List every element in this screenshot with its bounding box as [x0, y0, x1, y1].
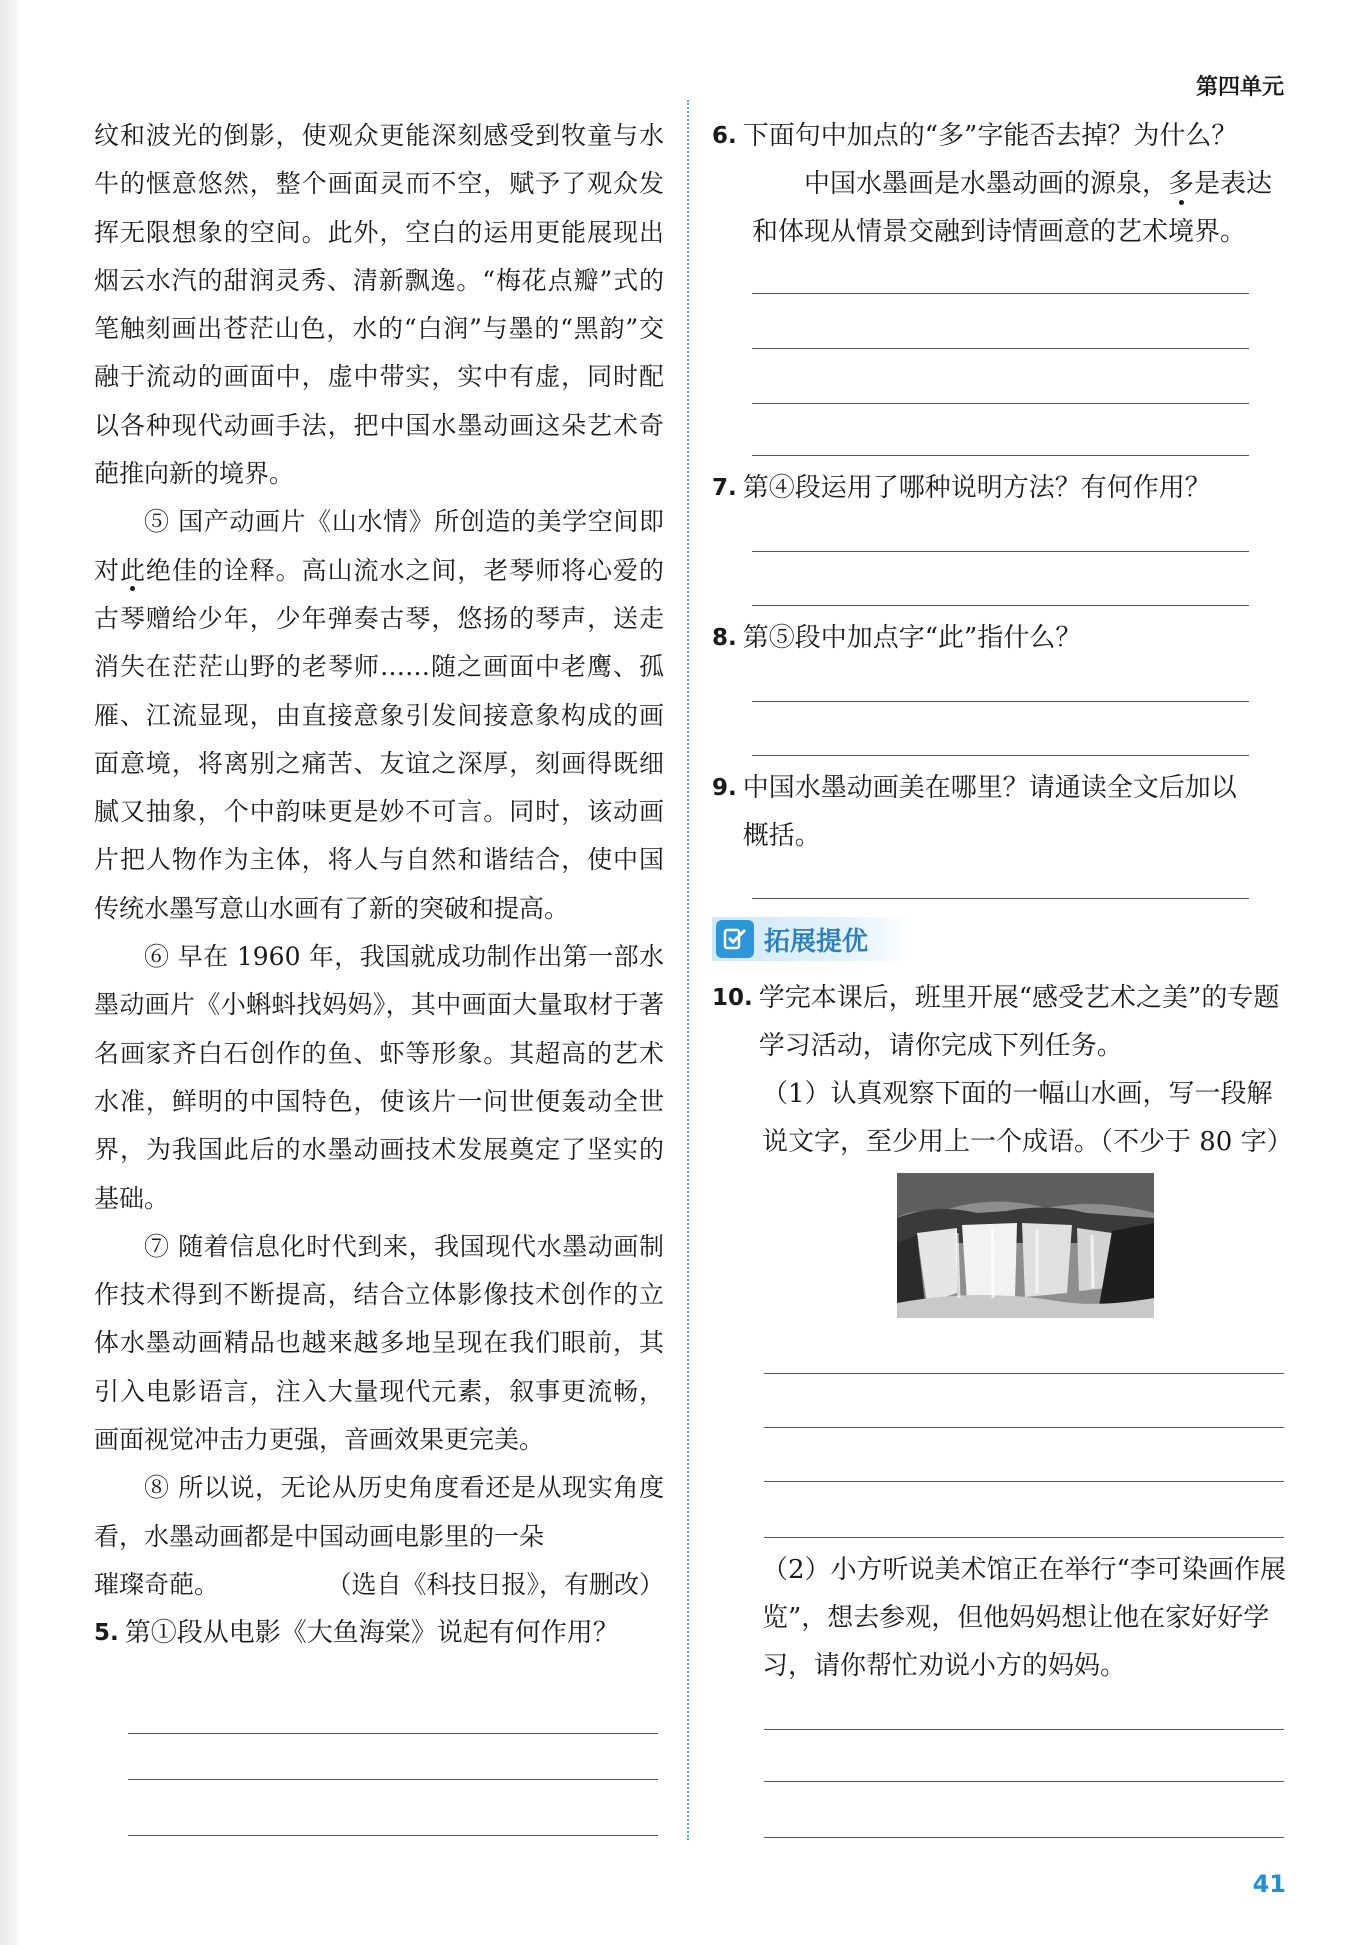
answer-line[interactable] [752, 403, 1249, 404]
question-text: 第④段运用了哪种说明方法？有何作用？ [742, 473, 1211, 503]
question-number: 5. [94, 1620, 119, 1647]
page-edge-shadow [0, 0, 18, 1945]
question-6-quote: 中国水墨画是水墨动画的源泉，多是表达和体现从情景交融到诗情画意的艺术境界。 [752, 169, 1273, 247]
passage-end-text: 璀璨奇葩。 [94, 1569, 220, 1599]
question-8 [712, 614, 1292, 662]
question-number: 7. [712, 475, 737, 501]
question-number: 6. [712, 123, 737, 149]
pen-check-icon [716, 920, 754, 958]
dotted-char-ci: 此 [119, 555, 146, 585]
reading-passage [94, 112, 664, 1657]
source-note: （选自《科技日报》，有删改） [326, 1569, 664, 1599]
answer-line[interactable] [752, 701, 1249, 702]
answer-line[interactable] [752, 605, 1249, 606]
unit-label: 第四单元 [1195, 75, 1284, 100]
question-number: 10. [712, 985, 753, 1011]
answer-line[interactable] [752, 551, 1249, 552]
passage-source-line [94, 1561, 664, 1609]
answer-line[interactable] [764, 1481, 1284, 1482]
question-number: 8. [712, 625, 737, 651]
section-title: 拓展提优 [764, 926, 869, 957]
question-text: 第①段从电影《大鱼海棠》说起有何作用？ [124, 1618, 619, 1649]
answer-line[interactable] [128, 1779, 658, 1780]
answer-line[interactable] [128, 1733, 658, 1734]
question-10 [712, 974, 1292, 1070]
answer-line[interactable] [764, 1427, 1284, 1428]
answer-line[interactable] [752, 348, 1249, 349]
question-text: 中国水墨动画美在哪里？请通读全文后加以概括。 [742, 773, 1237, 851]
answer-line[interactable] [764, 1781, 1284, 1782]
page-number: 41 [1252, 1870, 1286, 1898]
answer-line[interactable] [764, 1537, 1284, 1538]
answer-line[interactable] [752, 455, 1249, 456]
passage-paragraph-7: ⑦ 随着信息化时代到来，我国现代水墨动画制作技术得到不断提高，结合立体影像技术创作的立体水墨动画精品也越来越多地呈现在我们眼前，其引入电影语言，注入大量现代元素，叙事更流畅，画面视觉冲击力更强，音画效果更完美。 [94, 1231, 664, 1455]
answer-line[interactable] [752, 898, 1249, 899]
answer-line[interactable] [128, 1835, 658, 1836]
section-header [712, 917, 912, 961]
passage-paragraph-8: ⑧ 所以说，无论从历史角度看还是从现实角度看，水墨动画都是中国动画电影里的一朵 [94, 1473, 664, 1551]
dotted-char-duo: 多 [1168, 169, 1195, 199]
answer-line[interactable] [764, 1729, 1284, 1730]
question-10-sub1: （1）认真观察下面的一幅山水画，写一段解说文字，至少用上一个成语。（不少于 80 字） [762, 1079, 1293, 1157]
question-text: 第⑤段中加点字“此”指什么？ [742, 623, 1082, 653]
question-text: 学完本课后，班里开展“感受艺术之美”的专题学习活动，请你完成下列任务。 [758, 983, 1280, 1061]
answer-line[interactable] [752, 755, 1249, 756]
passage-paragraph-5: ⑤ 国产动画片《山水情》所创造的美学空间即对此绝佳的诠释。高山流水之间，老琴师将心爱的古琴赠给少年，少年弹奏古琴，悠扬的琴声，送走消失在茫茫山野的老琴师……随之画面中老鹰、孤雁、江流显现，由直接意象引发间接意象构成的画面意境，将离别之痛苦、友谊之深厚，刻画得既细腻又抽象，个中韵味更是妙不可言。同时，该动画片把人物作为主体，将人与自然和谐结合，使中国传统水墨写意山水画有了新的突破和提高。 [94, 507, 664, 923]
waterfall-landscape-painting [897, 1173, 1154, 1318]
question-6 [712, 112, 1292, 160]
answer-line[interactable] [764, 1837, 1284, 1838]
column-divider [687, 100, 689, 1840]
question-text: 下面句中加点的“多”字能否去掉？为什么？ [742, 121, 1238, 151]
question-5 [94, 1609, 664, 1657]
question-10-sub2: （2）小方听说美术馆正在举行“李可染画作展览”，想去参观，但他妈妈想让他在家好好学习，请你帮忙劝说小方的妈妈。 [762, 1555, 1286, 1681]
question-7 [712, 464, 1292, 512]
answer-line[interactable] [764, 1373, 1284, 1374]
question-9 [712, 764, 1292, 860]
passage-paragraph-6: ⑥ 早在 1960 年，我国就成功制作出第一部水墨动画片《小蝌蚪找妈妈》，其中画面大量取材于著名画家齐白石创作的鱼、虾等形象。其超高的艺术水准，鲜明的中国特色，使该片一问世便轰动全世界，为我国此后的水墨动画技术发展奠定了坚实的基础。 [94, 942, 664, 1213]
question-number: 9. [712, 775, 737, 801]
passage-paragraph-4-tail: 纹和波光的倒影，使观众更能深刻感受到牧童与水牛的惬意悠然，整个画面灵而不空，赋予了观众发挥无限想象的空间。此外，空白的运用更能展现出烟云水汽的甜润灵秀、清新飘逸。“梅花点瓣”式的笔触刻画出苍茫山色，水的“白润”与墨的“黑韵”交融于流动的画面中，虚中带实，实中有虚，同时配以各种现代动画手法，把中国水墨动画这朵艺术奇葩推向新的境界。 [94, 121, 664, 489]
answer-line[interactable] [752, 293, 1249, 294]
